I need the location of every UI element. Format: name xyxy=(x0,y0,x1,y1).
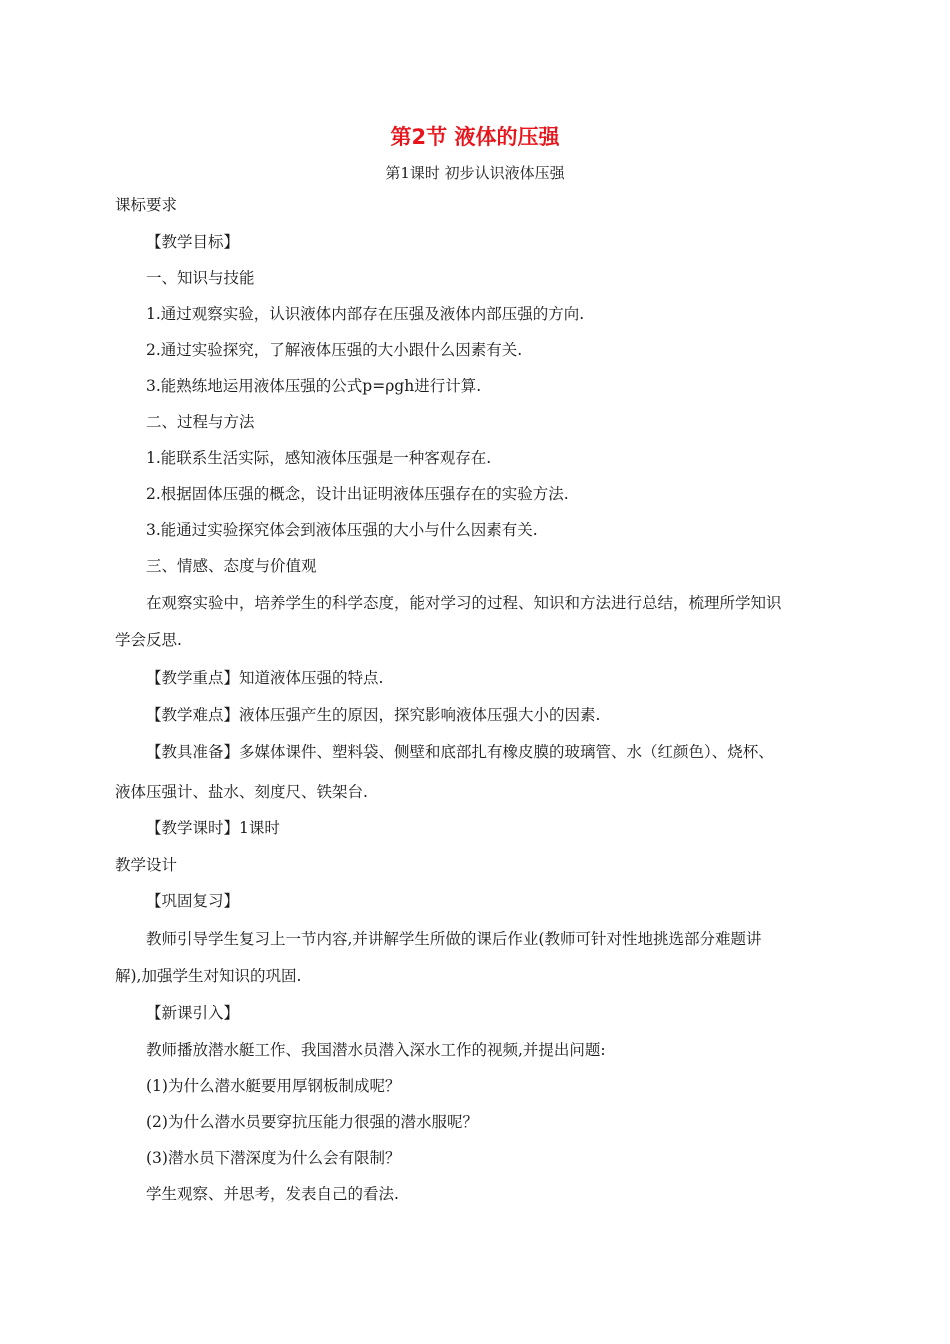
paragraph: 学会反思. xyxy=(115,631,182,649)
section-heading: 课标要求 xyxy=(115,196,178,214)
subsection-heading: 【巩固复习】 xyxy=(146,892,240,910)
paragraph: 【教学重点】知道液体压强的特点. xyxy=(146,669,384,687)
paragraph: 一、知识与技能 xyxy=(146,269,255,287)
paragraph: 在观察实验中，培养学生的科学态度，能对学习的过程、知识和方法进行总结，梳理所学知识 xyxy=(146,594,782,612)
subsection-heading: 【新课引入】 xyxy=(146,1004,240,1022)
paragraph: 二、过程与方法 xyxy=(146,413,255,431)
paragraph: 教师引导学生复习上一节内容,并讲解学生所做的课后作业(教师可针对性地挑选部分难题讲 xyxy=(146,930,762,948)
paragraph: 2.根据固体压强的概念，设计出证明液体压强存在的实验方法. xyxy=(146,485,569,503)
section-heading: 教学设计 xyxy=(115,856,178,874)
paragraph: 【教学难点】液体压强产生的原因，探究影响液体压强大小的因素. xyxy=(146,706,601,724)
paragraph: 三、情感、态度与价值观 xyxy=(146,557,317,575)
paragraph: 2.通过实验探究，了解液体压强的大小跟什么因素有关. xyxy=(146,341,523,359)
list-item: (1)为什么潜水艇要用厚钢板制成呢？ xyxy=(146,1077,401,1095)
paragraph: 【教学课时】1课时 xyxy=(146,819,280,837)
subsection-heading: 【教学目标】 xyxy=(146,233,240,251)
list-item: (3)潜水员下潜深度为什么会有限制？ xyxy=(146,1149,401,1167)
document-title: 第2节 液体的压强 xyxy=(390,125,560,149)
paragraph: 1.能联系生活实际，感知液体压强是一种客观存在. xyxy=(146,449,492,467)
document-subtitle: 第1课时 初步认识液体压强 xyxy=(385,164,565,182)
list-item: (2)为什么潜水员要穿抗压能力很强的潜水服呢？ xyxy=(146,1113,478,1131)
paragraph: 【教具准备】多媒体课件、塑料袋、侧壁和底部扎有橡皮膜的玻璃管、水（红颜色）、烧杯、 xyxy=(146,743,774,761)
paragraph: 学生观察、并思考，发表自己的看法. xyxy=(146,1185,399,1203)
paragraph: 液体压强计、盐水、刻度尺、铁架台. xyxy=(115,783,368,801)
paragraph: 1.通过观察实验，认识液体内部存在压强及液体内部压强的方向. xyxy=(146,305,585,323)
paragraph: 3.能熟练地运用液体压强的公式p=ρgh进行计算. xyxy=(146,377,482,395)
paragraph: 3.能通过实验探究体会到液体压强的大小与什么因素有关. xyxy=(146,521,538,539)
paragraph: 教师播放潜水艇工作、我国潜水员潜入深水工作的视频,并提出问题: xyxy=(146,1041,606,1059)
paragraph: 解),加强学生对知识的巩固. xyxy=(115,967,302,985)
